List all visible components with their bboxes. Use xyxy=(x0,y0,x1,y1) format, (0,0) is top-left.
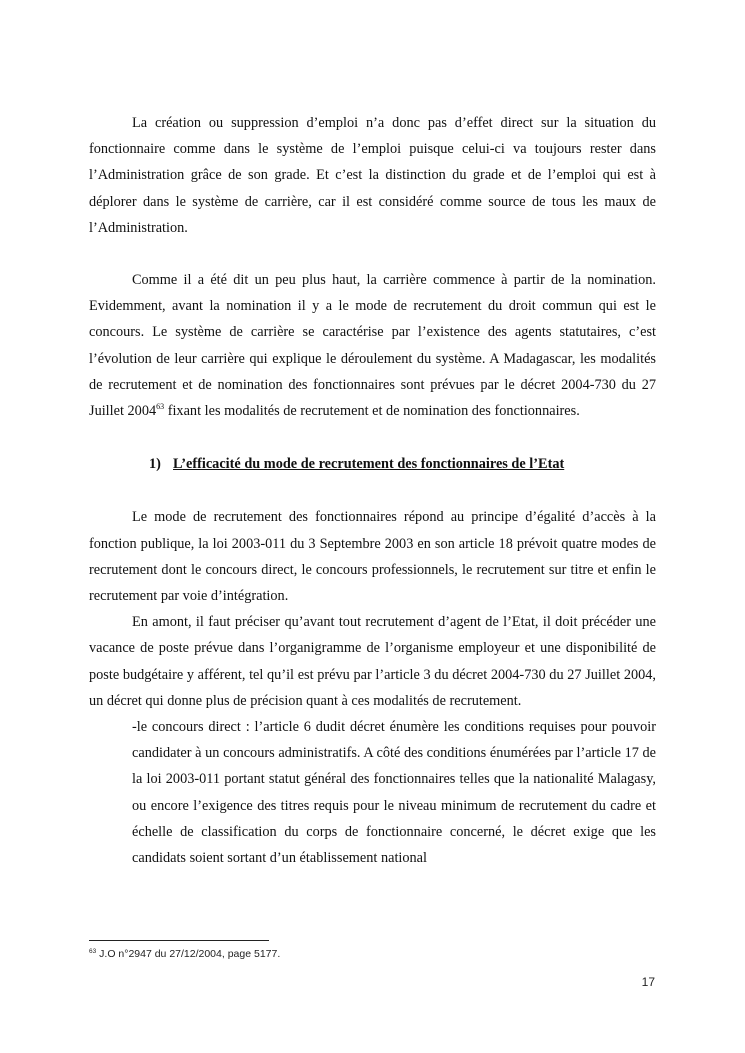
paragraph-mode-recrutement: Le mode de recrutement des fonctionnaires répond au principe d’égalité d’accès à la fonction publique, la loi 2003-011 du 3 Septembre 2003 en son article 18 prévoit quatre modes de recrutement dont le concours direct, le concours professionnels, le recrutement sur titre et enfin le recrutement par voie d’intégration. xyxy=(89,509,656,605)
footnote xyxy=(89,948,280,960)
body-text xyxy=(89,110,656,871)
page-number: 17 xyxy=(641,975,655,989)
paragraph-carriere-text-end: fixant les modalités de recrutement et de nomination des fonctionnaires. xyxy=(164,403,580,420)
section-heading xyxy=(89,451,656,477)
paragraph-carriere xyxy=(89,267,656,424)
footnote-number: 63 xyxy=(89,948,97,955)
footnote-text: J.O n°2947 du 27/12/2004, page 5177. xyxy=(96,948,281,960)
paragraph-emploi: La création ou suppression d’emploi n’a donc pas d’effet direct sur la situation du fonctionnaire comme dans le système de l’emploi puisque celui-ci va toujours rester dans l’Administration grâce de son grade. Et c’est la distinction du grade et de l’emploi qui est à déplorer dans le système de carrière, car il est considéré comme source de tous les maux de l’Administration. xyxy=(89,115,656,236)
section-heading-title: L’efficacité du mode de recrutement des fonctionnaires de l’Etat xyxy=(173,456,565,473)
paragraph-carriere-text: Comme il a été dit un peu plus haut, la carrière commence à partir de la nomination. Evidemment, avant la nomination il y a le mode de recrutement du droit commun qui est le concours. Le système de carrière se caractérise par l’existence des agents statutaires, c’est l’évolution de leur carrière qui explique le déroulement du système. A Madagascar, les modalités de recrutement et de nomination des fonctionnaires sont prévues par le décret 2004-730 du 27 Juillet 2004 xyxy=(89,272,656,420)
paragraph-en-amont: En amont, il faut préciser qu’avant tout recrutement d’agent de l’Etat, il doit précéder une vacance de poste prévue dans l’organigramme de l’organisme employeur et une disponibilité de poste budgétaire y afférent, tel qu’il est prévu par l’article 3 du décret 2004-730 du 27 Juillet 2004, un décret qui donne plus de précision quant à ces modalités de recrutement. xyxy=(89,614,656,709)
list-item-concours-direct: -le concours direct : l’article 6 dudit décret énumère les conditions requises pour pouvoir candidater à un concours administratifs. A côté des conditions énumérées par l’article 17 de la loi 2003-011 portant statut général des fonctionnaires telles que la nationalité Malagasy, ou encore l’exigence des titres requis pour le niveau minimum de recrutement du cadre et échelle de classification du corps de fonctionnaire concerné, le décret exige que les candidats soient sortant d’un établissement national xyxy=(132,719,656,867)
section-heading-number: 1) xyxy=(149,456,161,473)
footnote-divider xyxy=(89,940,269,941)
footnote-reference: 63 xyxy=(156,402,165,412)
